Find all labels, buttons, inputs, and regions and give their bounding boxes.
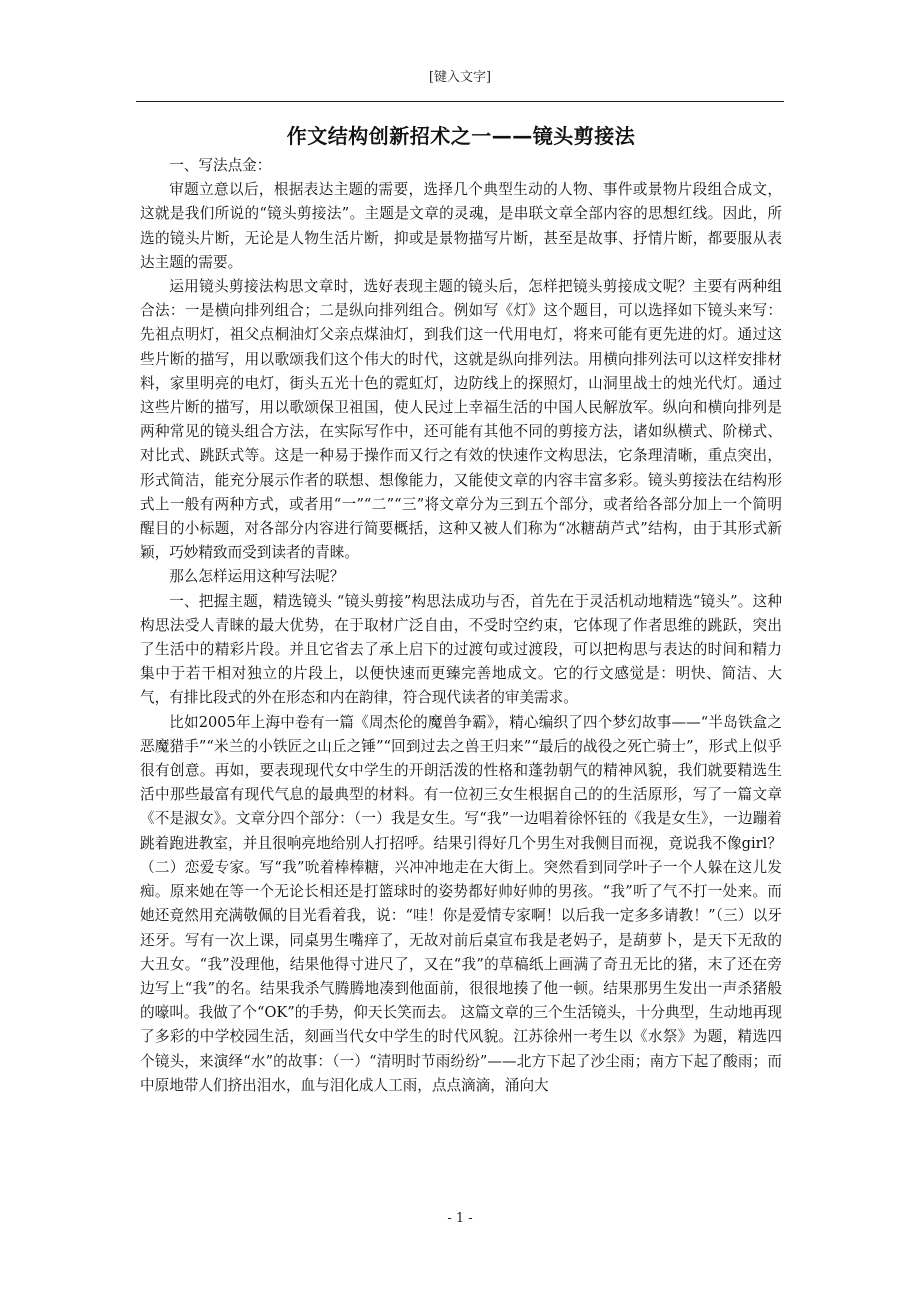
paragraph-combination-methods: 运用镜头剪接法构思文章时，选好表现主题的镜头后，怎样把镜头剪接成文呢？主要有两种组合法：一是横向排列组合；二是纵向排列组合。例如写《灯》这个题目，可以选择如下镜头来写：先祖点明灯，祖父点桐油灯父亲点煤油灯，到我们这一代用电灯，将来可能有更先进的灯。通过这些片断的描写，用以歌颂我们这个伟大的时代，这就是纵向排列法。用横向排列法可以这样安排材料，家里明亮的电灯，街头五光十色的霓虹灯，边防线上的探照灯，山洞里战士的烛光代灯。通过这些片断的描写，用以歌颂保卫祖国，使人民过上幸福生活的中国人民解放军。纵向和横向排列是两种常见的镜头组合方法，在实际写作中，还可能有其他不同的剪接方法，诸如纵横式、阶梯式、对比式、跳跃式等。这是一种易于操作而又行之有效的快速作文构思法，它条理清晰，重点突出，形式简洁，能充分展示作者的联想、想像能力，又能使文章的内容丰富多彩。镜头剪接法在结构形式上一般有两种方式，或者用“一”“二”“三”将文章分为三到五个部分，或者给各部分加上一个简明醒目的小标题，对各部分内容进行简要概括，这种又被人们称为“冰糖葫芦式”结构，由于其形式新颖，巧妙精致而受到读者的青睐。 [140, 278, 782, 562]
page-number: - 1 - [447, 1211, 473, 1226]
section-heading: 一、写法点金： [169, 157, 272, 174]
header-divider [136, 101, 784, 102]
paragraph-examples: 比如2005年上海中卷有一篇《周杰伦的魔兽争霸》，精心编织了四个梦幻故事——“半岛铁盒之恶魔猎手”“米兰的小铁匠之山丘之锤”“回到过去之兽王归来”“最后的战役之死亡骑士”，形式上似乎很有创意。再如，要表现现代女中学生的开朗活泼的性格和蓬勃朝气的精神风貌，我们就要精选生活中那些最富有现代气息的最典型的材料。有一位初三女生根据自己的的生活原形，写了一篇文章《不是淑女》。文章分四个部分：（一）我是女生。写“我”一边唱着徐怀钰的《我是女生》，一边蹦着跳着跑进教室，并且很响亮地给别人打招呼。结果引得好几个男生对我侧目而视，竟说我不像girl？（二）恋爱专家。写“我”吮着棒棒糖，兴冲冲地走在大街上。突然看到同学叶子一个人躲在这儿发痴。原来她在等一个无论长相还是打篮球时的姿势都好帅好帅的男孩。“我”听了气不打一处来。而她还竟然用充满敬佩的目光看着我，说：“哇！你是爱情专家啊！以后我一定多多请教！”（三）以牙还牙。写有一次上课，同桌男生嘴痒了，无故对前后桌宣布我是老妈子，是葫萝卜，是天下无敌的大丑女。“我”没理他，结果他得寸进尺了，又在“我”的草稿纸上画满了奇丑无比的猪，末了还在旁边写上“我”的名。结果我杀气腾腾地凑到他面前，很很地揍了他一顿。结果那男生发出一声杀猪般的嚎叫。我做了个“OK”的手势，仰天长笑而去。 这篇文章的三个生活镜头，十分典型，生动地再现了多彩的中学校园生活，刻画当代女中学生的时代风貌。江苏徐州一考生以《水祭》为题，精选四个镜头，来演绎“水”的故事：（一）“清明时节雨纷纷”——北方下起了沙尘雨；南方下起了酸雨；而中原地带人们挤出泪水，血与泪化成人工雨，点点滴滴，涌向大 [140, 713, 782, 1094]
paragraph-step-one: 一、把握主题，精选镜头 “镜头剪接”构思法成功与否，首先在于灵活机动地精选“镜头”。这种构思法受人青睐的最大优势，在于取材广泛自由，不受时空约束，它体现了作者思维的跳跃，突出了生活中的精彩片段。并且它省去了承上启下的过渡句或过渡段，可以把构思与表达的时间和精力集中于若干相对独立的片段上，以便快速而更臻完善地成文。它的行文感觉是：明快、简洁、大气，有排比段式的外在形态和内在韵律，符合现代读者的审美需求。 [140, 592, 782, 707]
paragraph-intro: 审题立意以后，根据表达主题的需要，选择几个典型生动的人物、事件或景物片段组合成文，这就是我们所说的“镜头剪接法”。主题是文章的灵魂，是串联文章全部内容的思想红线。因此，所选的镜头片断，无论是人物生活片断，抑或是景物描写片断，甚至是故事、抒情片断，都要服从表达主题的需要。 [140, 181, 782, 271]
paragraph-question: 那么怎样运用这种写法呢？ [169, 568, 345, 586]
document-body [140, 120, 782, 1098]
document-title: 作文结构创新招术之一——镜头剪接法 [286, 124, 636, 148]
header-placeholder-text[interactable]: [键入文字] [428, 70, 492, 85]
